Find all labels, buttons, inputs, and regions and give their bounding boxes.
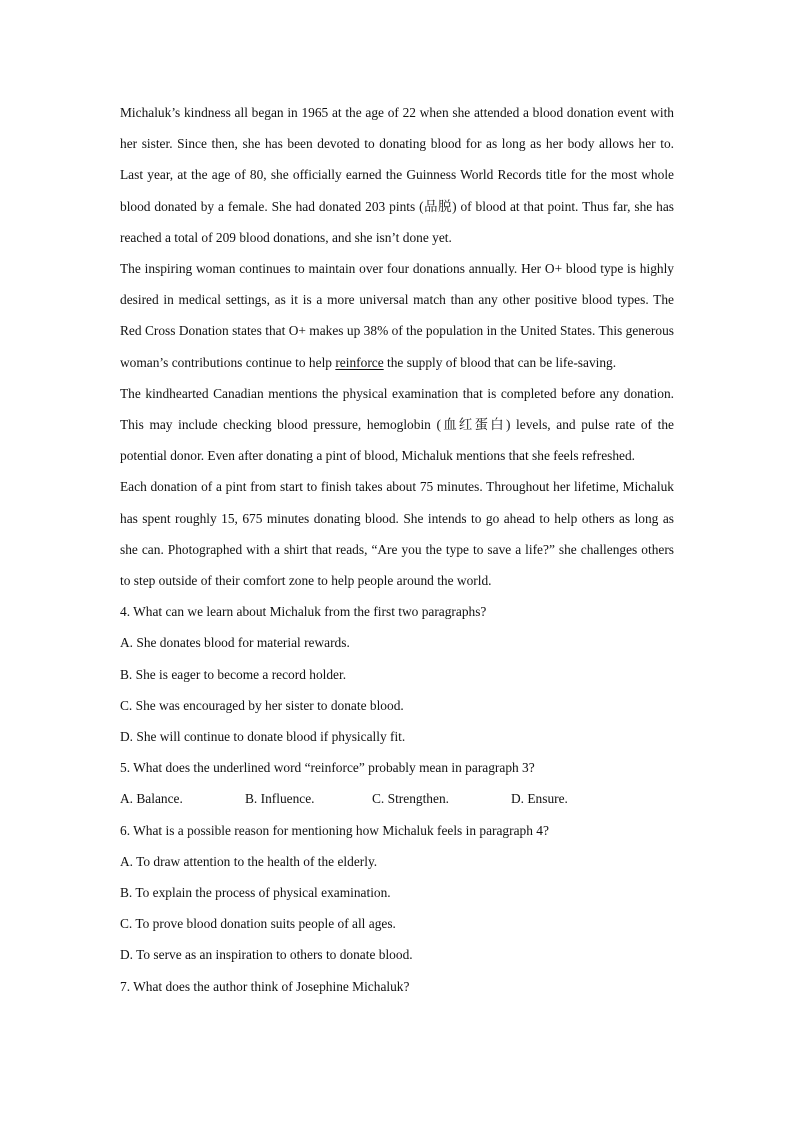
question-5-stem: 5. What does the underlined word “reinforce” probably mean in paragraph 3? — [120, 760, 535, 776]
paragraph-4: Each donation of a pint from start to finish takes about 75 minutes. Throughout her lifetime, Michaluk has spent roughly 15, 675 minutes donating blood. She intends to go ahead to help others as long as she can. Photographed with a shirt that reads, “Are you the type to save a life?” she challenges others to step outside of their comfort zone to help people around the world. — [120, 479, 674, 589]
underlined-word: reinforce — [335, 354, 384, 370]
paragraph-2 — [120, 253, 674, 378]
question-7-stem: 7. What does the author think of Josephine Michaluk? — [120, 978, 410, 994]
question-6-option-a: A. To draw attention to the health of the elderly. — [120, 853, 378, 869]
question-4-option-a: A. She donates blood for material rewards. — [120, 635, 350, 651]
question-6-option-c: C. To prove blood donation suits people of all ages. — [120, 916, 396, 932]
question-6-option-b: B. To explain the process of physical examination. — [120, 885, 391, 901]
question-4-stem: 4. What can we learn about Michaluk from the first two paragraphs? — [120, 604, 487, 620]
question-5-options — [120, 783, 674, 814]
question-4-option-c: C. She was encouraged by her sister to donate blood. — [120, 697, 404, 713]
document-content — [120, 97, 674, 1002]
question-6-stem: 6. What is a possible reason for mentioning how Michaluk feels in paragraph 4? — [120, 822, 549, 838]
paragraph-3: The kindhearted Canadian mentions the physical examination that is completed before any donation. This may include checking blood pressure, hemoglobin (血红蛋白) levels, and pulse rate of the potential donor. Even after donating a pint of blood, Michaluk mentions that she feels refreshed. — [120, 385, 674, 464]
question-4-option-b: B. She is eager to become a record holder. — [120, 666, 347, 682]
paragraph-1: Michaluk’s kindness all began in 1965 at the age of 22 when she attended a blood donation event with her sister. Since then, she has been devoted to donating blood for as long as her body allows her to. Last year, at the age of 80, she officially earned the Guinness World Records title for the most whole blood donated by a female. She had donated 203 pints (品脱) of blood at that point. Thus far, she has reached a total of 209 blood donations, and she isn’t done yet. — [120, 105, 674, 245]
question-5-option-c: C. Strengthen. — [372, 791, 449, 807]
question-6-option-d: D. To serve as an inspiration to others to donate blood. — [120, 947, 413, 963]
question-5-option-b: B. Influence. — [245, 791, 315, 807]
question-4-option-d: D. She will continue to donate blood if physically fit. — [120, 729, 406, 745]
question-5-option-a: A. Balance. — [120, 791, 183, 807]
paragraph-2-text-before: The inspiring woman continues to maintain over four donations annually. Her O+ blood type is highly desired in medical settings, as it is a more universal match than any other positive blood types. The Red Cross Donation states that O+ makes up 38% of the population in the United States. This generous woman’s contributions continue to help — [120, 261, 674, 370]
question-5-option-d: D. Ensure. — [511, 791, 568, 807]
paragraph-2-text-after: the supply of blood that can be life-saving. — [383, 354, 617, 370]
